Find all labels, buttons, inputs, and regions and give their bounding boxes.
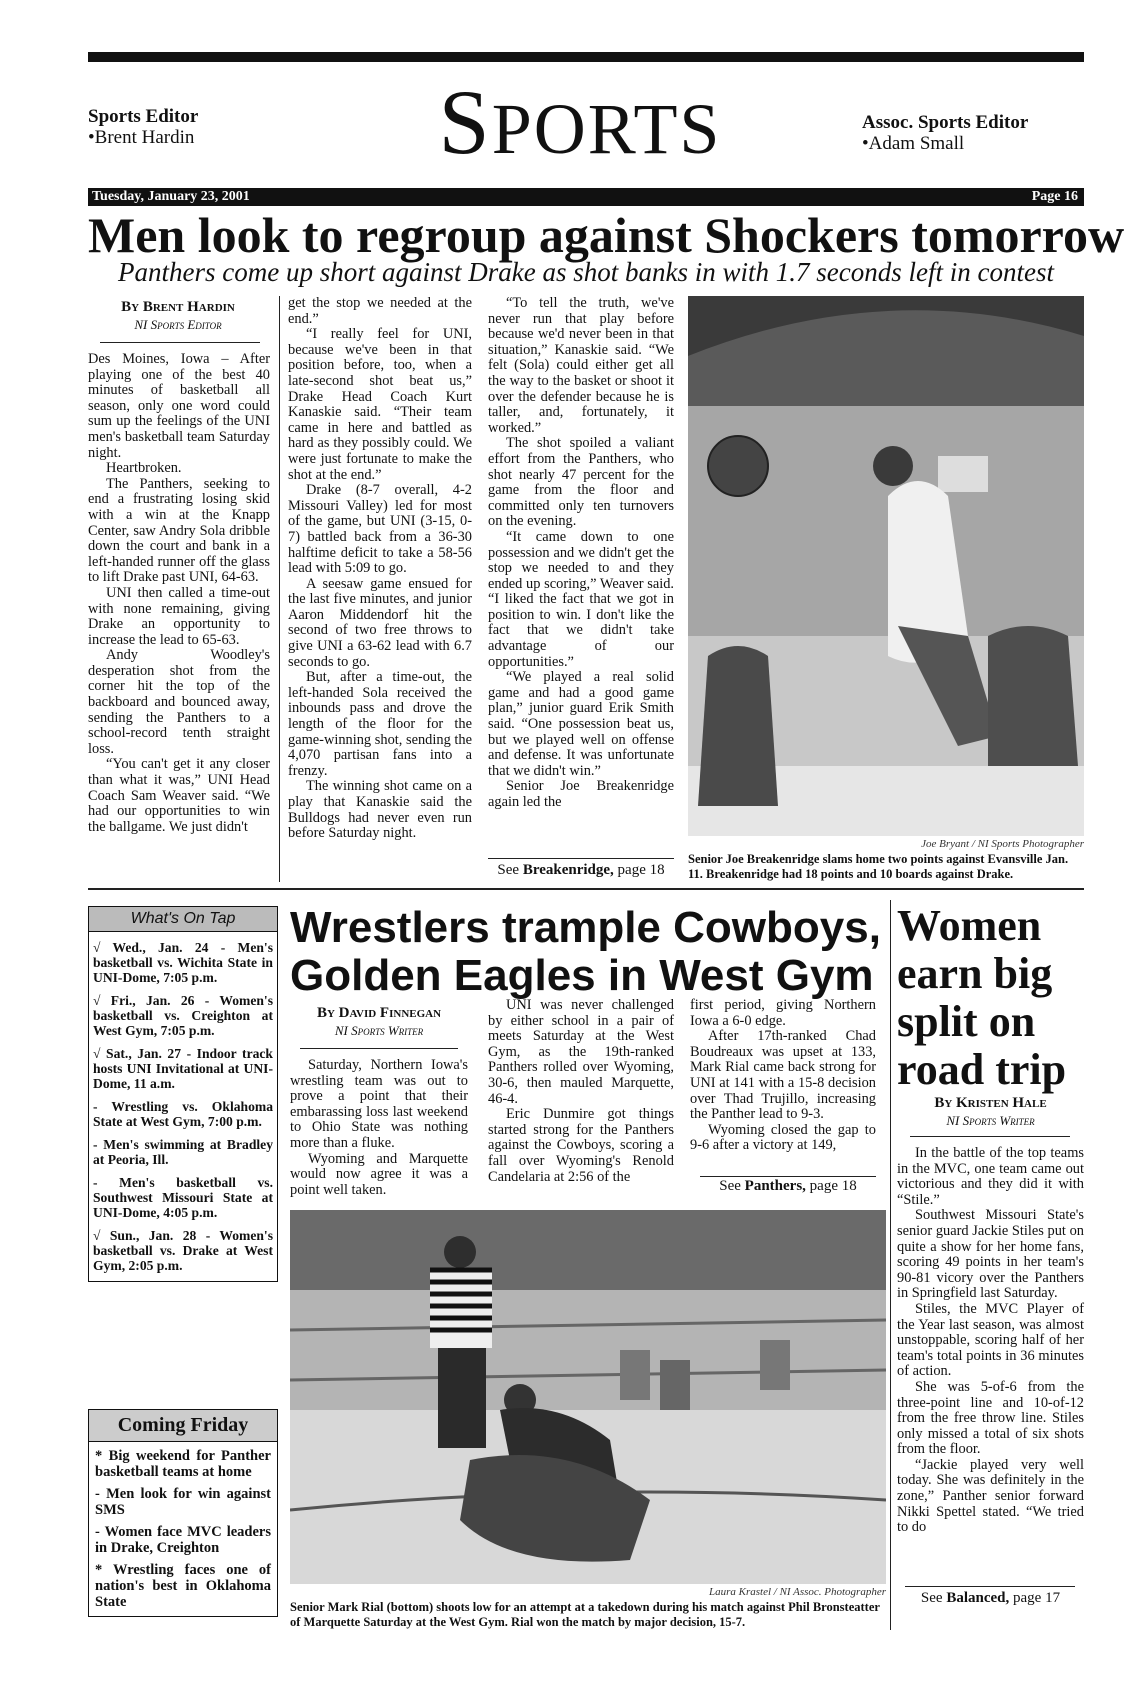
see-rule [488, 858, 674, 859]
cf-item: * Big weekend for Panther basketball teams at home [95, 1448, 271, 1480]
paragraph: Andy Woodley's desperation shot from the corner hit the top of the backboard and bounced away, sending the Panthers to a school-record tenth straight loss. [88, 647, 270, 757]
wrestling-column-2 [488, 998, 674, 1185]
whats-on-tap-title: What's On Tap [89, 907, 277, 932]
wrestling-column-3 [690, 998, 876, 1154]
lead-byline [88, 298, 268, 334]
coming-friday-box [88, 1409, 278, 1617]
wrestling-column-1 [290, 1058, 468, 1198]
paragraph: She was 5-of-6 from the three-point line and 10-of-12 from the free throw line. Stiles only missed a total of six shots from the floor. [897, 1378, 1084, 1458]
jump-suffix: page 18 [805, 1178, 857, 1194]
byline-rule [100, 342, 260, 343]
women-column [897, 1146, 1084, 1536]
paragraph: Wyoming closed the gap to 9-6 after a victory at 149, [690, 1121, 876, 1154]
date-bar [88, 188, 1084, 206]
paragraph: Senior Joe Breakenridge again led the [488, 778, 674, 810]
paragraph: A seesaw game ensued for the last five minutes, and junior Aaron Middendorf hit the second of two free throws to give UNI a 63-62 lead with 6.7 seconds to go. [288, 575, 472, 670]
jump-suffix: page 18 [613, 862, 665, 878]
jump-target: Breakenridge, [522, 862, 614, 878]
masthead [395, 72, 765, 179]
jump-balanced [897, 1590, 1084, 1607]
coming-friday-title: Coming Friday [89, 1410, 277, 1442]
paragraph: Eric Dunmire got things started strong for the Panthers against the Cowboys, scoring a fall over Wyoming's Renold Candelaria at 2:56 of the [488, 1106, 674, 1185]
paragraph: Heartbroken. [106, 460, 182, 477]
jump-prefix: See [920, 1590, 947, 1606]
paragraph: “We played a real solid game and had a good game plan,” junior guard Erik Smith said. “One possession beat us, but we played well on offense and defense. It was unfortunate that we didn't win.” [488, 669, 674, 779]
paragraph: Drake (8-7 overall, 4-2 Missouri Valley) led for most of the game, but UNI (3-15, 0-7) battled back from a 36-30 halftime deficit to take a 58-56 lead with 5:09 to go. [288, 482, 472, 577]
page-number: Page 16 [1031, 189, 1078, 204]
paragraph: Wyoming and Marquette would now agree it was a point well taken. [290, 1150, 468, 1198]
jump-breakenridge [488, 862, 674, 879]
paragraph: The winning shot came on a play that Kanaskie said the Bulldogs had never even run before Saturday night. [288, 778, 472, 842]
paragraph: In the battle of the top teams in the MVC, one team came out victorious and they did it with “Stile.” [897, 1145, 1084, 1208]
paragraph: Des Moines, Iowa – After playing one of the best 40 minutes of basketball all season, only one word could sum up the feelings of the UNI men's basketball team Saturday night. [88, 351, 270, 461]
paragraph: “Jackie played very well today. She was definitely in the zone,” Panther senior forward Nikki Spettel stated. “We tried to do [897, 1456, 1084, 1536]
column-divider [890, 900, 891, 1630]
lead-deck: Panthers come up short against Drake as shot banks in with 1.7 seconds left in contest [118, 257, 1054, 287]
lead-column-1 [88, 352, 270, 835]
paragraph: “You can't get it any closer than what it was,” UNI Head Coach Sam Weaver said. “We had our opportunities to win the ballgame. We just didn't [88, 756, 270, 835]
byline-name: By David Finnegan [316, 1005, 442, 1021]
jump-panthers [690, 1178, 886, 1195]
byline-rule [910, 1136, 1070, 1137]
tap-item: - Men's basketball vs. Southwest Missouri State at UNI-Dome, 4:05 p.m. [93, 1175, 273, 1220]
sports-editor-title: Sports Editor [88, 106, 199, 127]
top-rule [88, 52, 1084, 62]
byline-name: By Kristen Hale [934, 1095, 1047, 1111]
jump-prefix: See [719, 1178, 745, 1194]
paragraph: Saturday, Northern Iowa's wrestling team was out to prove a point that their embarassing loss last weekend to Ohio State was nothing more than a fluke. [290, 1057, 468, 1151]
masthead-initial: S [438, 71, 492, 173]
byline-title: NI Sports Editor [134, 317, 222, 332]
cf-item: - Women face MVC leaders in Drake, Creighton [95, 1524, 271, 1556]
lead-headline: Men look to regroup against Shockers tomorrow [88, 207, 1125, 263]
wrestling-headline: Wrestlers trample Cowboys, Golden Eagles in West Gym [290, 903, 881, 1000]
women-headline: Women earn big split on road trip [897, 901, 1067, 1094]
section-rule [88, 888, 1084, 890]
assoc-sports-editor [862, 112, 1028, 154]
sports-editor-name: •Brent Hardin [88, 127, 195, 148]
wrestling-byline [290, 1004, 468, 1040]
basketball-photo-art [688, 296, 1084, 836]
cf-item: - Men look for win against SMS [95, 1486, 271, 1518]
paragraph: get the stop we needed at the end.” [288, 295, 472, 327]
paragraph: After 17th-ranked Chad Boudreaux was upset at 133, Mark Rial came back strong for UNI at 141 with a 15-8 decision over Thad Trujillo, increasing the Panther lead to 9-3. [690, 1028, 876, 1123]
lead-column-2 [288, 296, 472, 842]
basketball-photo [688, 296, 1084, 836]
cf-item: * Wrestling faces one of nation's best in Oklahoma State [95, 1562, 271, 1610]
basketball-photo-caption: Senior Joe Breakenridge slams home two points against Evansville Jan. 11. Breakenridge had 18 points and 10 boards against Drake. [688, 852, 1069, 881]
paragraph: The shot spoiled a valiant effort from the Panthers, who shot nearly 47 percent for the game from the floor and committed only ten turnovers on the evening. [488, 435, 674, 530]
paragraph: But, after a time-out, the left-handed Sola received the inbounds pass and drove the length of the floor for the game-winning shot, sending the 4,070 partisan fans into a frenzy. [288, 669, 472, 779]
paragraph: “To tell the truth, we've never run that play before because we'd never been in that situation,” Kanaskie said. “We felt (Sola) could either get all the way to the basket or shoot it over the defender because he is taller, and, fortunately, it worked.” [488, 295, 674, 436]
issue-date: Tuesday, January 23, 2001 [92, 189, 250, 204]
wrestling-photo-art [290, 1210, 886, 1584]
lead-column-3 [488, 296, 674, 811]
byline-rule [300, 1048, 458, 1049]
tap-item: - Men's swimming at Bradley at Peoria, Ill. [93, 1137, 273, 1167]
jump-target: Balanced, [946, 1590, 1010, 1606]
paragraph: “I really feel for UNI, because we've been in that position before, too, when a late-second shot beat us,” Drake Head Coach Kurt Kanaskie said. “Their team came in here and battled as hard as they possibly could. We were just fortunate to make the shot at the end.” [288, 326, 472, 483]
column-divider [279, 296, 280, 882]
assoc-editor-name: •Adam Small [862, 133, 965, 154]
paragraph: Stiles, the MVC Player of the Year last season, was almost unstoppable, scoring half of her team's total points in 36 minutes of action. [897, 1300, 1084, 1380]
wrestling-photo-credit: Laura Krastel / NI Assoc. Photographer [708, 1586, 886, 1598]
byline-title: NI Sports Writer [946, 1113, 1035, 1128]
jump-suffix: page 17 [1009, 1590, 1061, 1606]
paragraph: The Panthers, seeking to end a frustrating losing skid with a win at the Knapp Center, saw Andry Sola dribble down the court and bank in a left-handed runner off the glass to lift Drake past UNI, 64-63. [88, 475, 270, 586]
basketball-photo-credit: Joe Bryant / NI Sports Photographer [921, 838, 1084, 850]
wrestling-photo [290, 1210, 886, 1584]
tap-item: - Wrestling vs. Oklahoma State at West Gym, 7:00 p.m. [93, 1099, 273, 1129]
jump-prefix: See [497, 862, 523, 878]
paragraph: Southwest Missouri State's senior guard Jackie Stiles put on quite a show for her home fans, scoring 49 points in her team's 90-81 vicory over the Panthers in Springfield last Saturday. [897, 1207, 1084, 1302]
jump-target: Panthers, [744, 1178, 806, 1194]
paragraph: UNI was never challenged by either school in a pair of meets Saturday at the West Gym, as the 19th-ranked Panthers rolled over Wyoming, 30-6, then mauled Marquette, 46-4. [488, 997, 674, 1107]
whats-on-tap-box [88, 906, 278, 1282]
assoc-editor-title: Assoc. Sports Editor [862, 112, 1029, 133]
paragraph: “It came down to one possession and we didn't get the stop we needed to and they ended up scoring,” Weaver said. “I liked the fact that we got in position to win. I don't like the fact that we didn't take advantage of our opportunities.” [488, 528, 674, 670]
paragraph: UNI then called a time-out with none remaining, giving Drake an opportunity to increase the lead to 65-63. [88, 584, 270, 648]
women-byline [897, 1094, 1084, 1130]
tap-item: √ Sun., Jan. 28 - Women's basketball vs. Drake at West Gym, 2:05 p.m. [93, 1228, 273, 1273]
paragraph: first period, giving Northern Iowa a 6-0 edge. [690, 997, 876, 1029]
see-rule [905, 1586, 1075, 1587]
tap-item: √ Sat., Jan. 27 - Indoor track hosts UNI Invitational at UNI-Dome, 11 a.m. [93, 1046, 273, 1091]
byline-title: NI Sports Writer [334, 1023, 424, 1038]
see-rule [700, 1176, 876, 1177]
sports-editor [88, 106, 198, 148]
wrestling-photo-caption: Senior Mark Rial (bottom) shoots low for an attempt at a takedown during his match against Phil Bronsteatter of Marquette Saturday at the West Gym. Rial won the match by major decision, 15-7. [290, 1600, 880, 1629]
tap-item: √ Fri., Jan. 26 - Women's basketball vs. Creighton at West Gym, 7:05 p.m. [93, 993, 273, 1038]
tap-item: √ Wed., Jan. 24 - Men's basketball vs. Wichita State in UNI-Dome, 7:05 p.m. [93, 940, 273, 985]
masthead-rest: PORTS [491, 89, 722, 169]
byline-name: By Brent Hardin [121, 299, 235, 315]
